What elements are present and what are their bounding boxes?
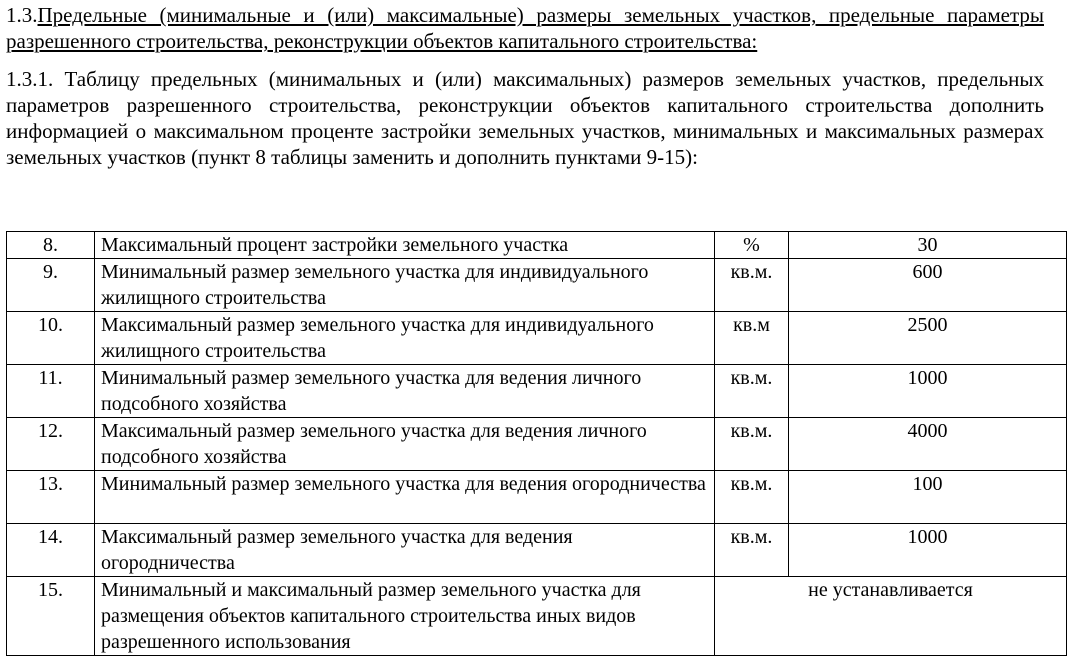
parameters-table (6, 231, 1067, 656)
table-row (7, 365, 1067, 418)
amendment-paragraph: 1.3.1. Таблицу предельных (минимальных и (или) максимальных) размеров земельных участков, предельных параметров разрешенного строительства, реконструкции объектов капитального строительства дополнить информацией о максимальном проценте застройки земельных участков, минимальных и максимальных размерах земельных участков (пункт 8 таблицы заменить и дополнить пунктами 9-15): (6, 67, 1044, 169)
row-value: 100 (789, 471, 1067, 524)
row-value: 1000 (789, 365, 1067, 418)
row-value: 4000 (789, 418, 1067, 471)
section-title: Предельные (минимальные и (или) максимальные) размеры земельных участков, предельные параметры разрешенного строительства, реконструкции объектов капитального строительства: (6, 3, 1044, 53)
row-number: 8. (7, 232, 95, 259)
table-row (7, 418, 1067, 471)
table-row (7, 524, 1067, 577)
row-parameter: Минимальный и максимальный размер земельного участка для размещения объектов капитального строительства иных видов разрешенного использования (95, 577, 715, 656)
row-value: 2500 (789, 312, 1067, 365)
row-unit: кв.м. (715, 259, 789, 312)
row-parameter: Минимальный размер земельного участка для ведения огородничества (95, 471, 715, 524)
row-unit: кв.м (715, 312, 789, 365)
row-value: 30 (789, 232, 1067, 259)
document-body (6, 2, 1044, 170)
row-number: 15. (7, 577, 95, 656)
row-unit: кв.м. (715, 365, 789, 418)
row-unit: кв.м. (715, 418, 789, 471)
table-row (7, 259, 1067, 312)
row-unit: кв.м. (715, 471, 789, 524)
row-parameter: Максимальный процент застройки земельного участка (95, 232, 715, 259)
table-row (7, 312, 1067, 365)
row-parameter: Минимальный размер земельного участка для ведения личного подсобного хозяйства (95, 365, 715, 418)
row-parameter: Минимальный размер земельного участка для индивидуального жилищного строительства (95, 259, 715, 312)
row-unit: кв.м. (715, 524, 789, 577)
section-heading (6, 2, 1044, 54)
row-number: 9. (7, 259, 95, 312)
row-number: 11. (7, 365, 95, 418)
section-number: 1.3. (6, 3, 38, 27)
table-row (7, 232, 1067, 259)
table-row (7, 471, 1067, 524)
row-number: 14. (7, 524, 95, 577)
row-parameter: Максимальный размер земельного участка для ведения личного подсобного хозяйства (95, 418, 715, 471)
row-number: 10. (7, 312, 95, 365)
row-parameter: Максимальный размер земельного участка для индивидуального жилищного строительства (95, 312, 715, 365)
row-number: 12. (7, 418, 95, 471)
table-row (7, 577, 1067, 656)
row-value: не устанавливается (715, 577, 1067, 656)
row-number: 13. (7, 471, 95, 524)
row-value: 600 (789, 259, 1067, 312)
row-unit: % (715, 232, 789, 259)
row-value: 1000 (789, 524, 1067, 577)
row-parameter: Максимальный размер земельного участка для ведения огородничества (95, 524, 715, 577)
